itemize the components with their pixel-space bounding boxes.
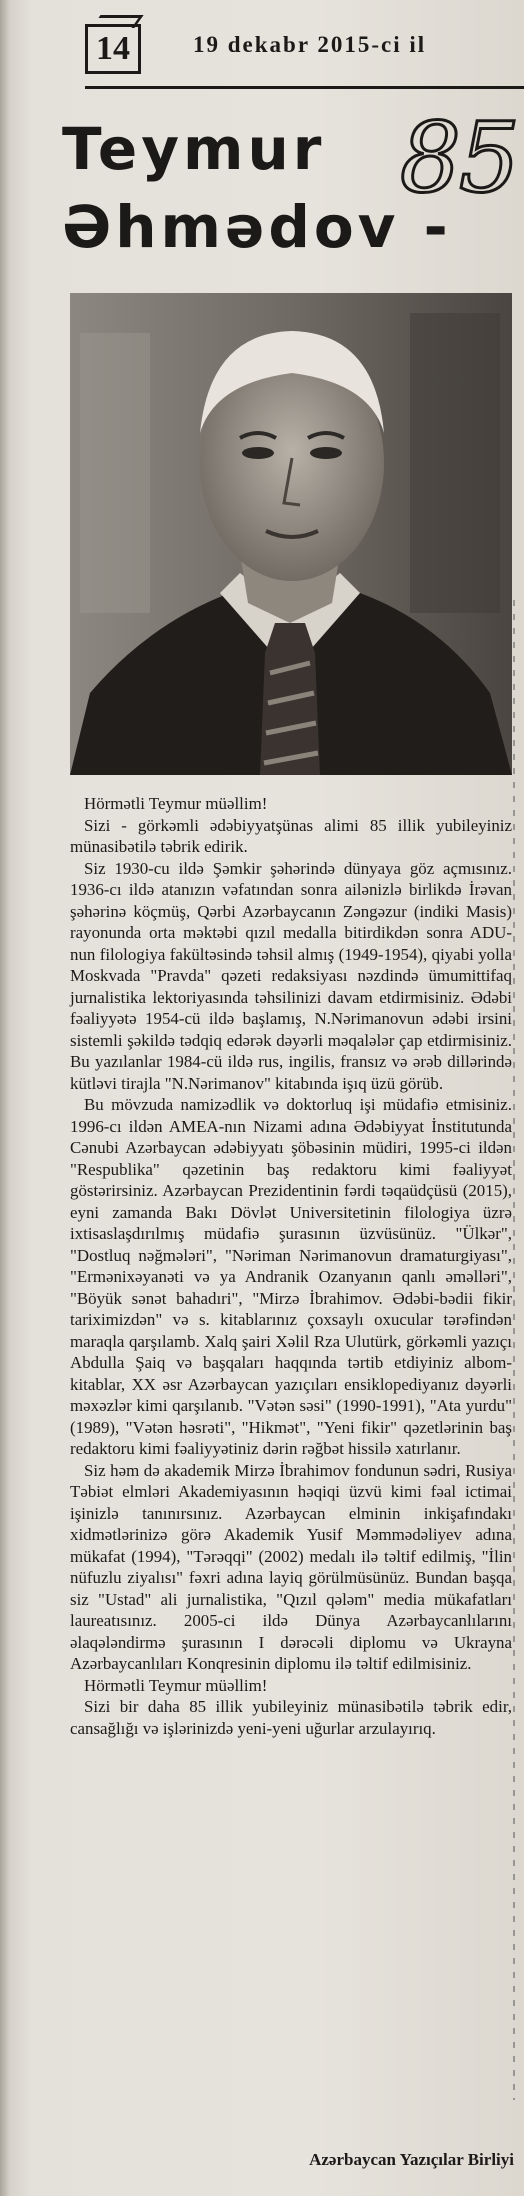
- page-number: 14: [85, 24, 141, 74]
- article-paragraph: Siz həm də akademik Mirzə İbrahimov fondunun sədri, Rusiya Təbiət elmləri Akademiyasının həqiqi üzvü kimi fəal ictimai işinizlə tanınırsınız. Azərbaycan elminin inkişafındakı xidmətlərinizə görə Akademik Yusif Məmmədəliyev adına mükafat (1994), "Tərəqqi" (2002) medalı ilə təltif edilmiş, "İlin nüfuzlu ziyalısı" fəxri adına layiq görülmüsünüz. Bundan başqa siz "Ustad" ali jurnalistika, "Qızıl qələm" media mükafatları laureatısınız. 2005-ci ildə Dünya Azərbaycanlılarını əlaqələndirmə şurasının I dərəcəli diplomu və Ukrayna Azərbaycanlıları Konqresinin diplomu ilə təltif edilmisiniz.: [70, 1460, 512, 1673]
- article-paragraph: Siz 1930-cu ildə Şəmkir şəhərində dünyaya göz açmısınız. 1936-cı ildə atanızın vəfatından sonra ailənizlə birlikdə İrəvan şəhərinə köçmüş, Qərbi Azərbaycanın Zəngəzur (indiki Masis) rayonunda orta məktəbi qızıl medalla bitirdikdən sonra ADU-nun filologiya fakültəsində təhsil almış (1949-1954), qiyabi yolla Moskvada "Pravda" qəzeti redaksiyası nəzdində ümumittifaq jurnalistika lektoriyasında təhsilinizi davam etdirmisiniz. Ədəbi fəaliyyətə 1954-cü ildə başlamış, N.Nərimanovun ədəbi irsini sistemli şəkildə tədqiq edərək dəyərli məqalələr çap etdirmisiniz. Bu yazılanlar 1984-cü ildə rus, ingilis, fransız və ərəb dillərində kütləvi tirajla "N.Nərimanov" kitabında işıq üzü görüb.: [70, 858, 512, 1093]
- portrait-photo: [70, 293, 512, 775]
- article-paragraph: Hörmətli Teymur müəllim!: [84, 1675, 268, 1695]
- title-line-2: Əhmədov -: [62, 193, 452, 261]
- article-paragraph: Hörmətli Teymur müəllim!: [84, 794, 268, 813]
- issue-date: 19 dekabr 2015-ci il: [193, 32, 427, 57]
- article-signature: Azərbaycan Yazıçılar Birliyi: [309, 2150, 514, 2169]
- article-title: [62, 102, 522, 270]
- article-body: [70, 793, 512, 2093]
- anniversary-number: 85: [399, 102, 518, 214]
- article-paragraph: Sizi - görkəmli ədəbiyyatşünas alimi 85 illik yubileyiniz münasibətilə təbrik edirik.: [70, 815, 512, 856]
- column-dotted-edge: [513, 600, 515, 2100]
- portrait-illustration: [70, 293, 512, 775]
- article-paragraph: Bu mövzuda namizədlik və doktorluq işi müdafiə etmisiniz. 1996-cı ildən AMEA-nın Nizami adına Ədəbiyyat İnstitutunda Cənubi Azərbaycan ədəbiyyatı şöbəsinin müdiri, 1995-ci ildən "Respublika" qəzetinin baş redaktoru kimi fəaliyyət göstərirsiniz. Azərbaycan Prezidentinin fərdi təqaüdçüsü (2015), eyni zamanda Bakı Dövlət Universitetinin filologiya üzrə ixtisaslaşdırılmış müdafiə şurasının üzvüsünüz. "Ülkər", "Dostluq nəğmələri", "Nəriman Nərimanovun dramaturgiyası", "Ermənixəyanəti və ya Andranik Ozanyanın qanlı əməlləri", "Böyük sənət bahadıri", "Mirzə İbrahimov. Ədəbi-bədii fikir tariximizdən" və s. kitablarınız çoxsaylı oxucular tərəfindən maraqla qarşılamb. Xalq şairi Xəlil Rza Ulutürk, görkəmli yazıçı Abdulla Şaiq və başqaları haqqında tərtib etdiyiniz albom-kitablar, XX əsr Azərbaycan yazıçıları ensiklopediyanız dəyərli məxəzlər kimi qarşılanıb. "Vətən səsi" (1990-1991), "Ata yurdu" (1989), "Vətən həsrəti", "Hikmət", "Yeni fikir" qəzetlərinin baş redaktoru kimi fəaliyyətiniz dərin rəğbət hissilə xatırlanır.: [70, 1095, 512, 1458]
- article-paragraph: Sizi bir daha 85 illik yubileyiniz münasibətilə təbrik edir, cansağlığı və işlərinizdə yeni-yeni uğurlar arzulayırıq.: [70, 1697, 512, 1738]
- page-header: [85, 18, 515, 78]
- header-rule: [85, 86, 524, 89]
- page-binding-edge: [0, 0, 10, 2196]
- title-line-1: Teymur: [62, 115, 326, 183]
